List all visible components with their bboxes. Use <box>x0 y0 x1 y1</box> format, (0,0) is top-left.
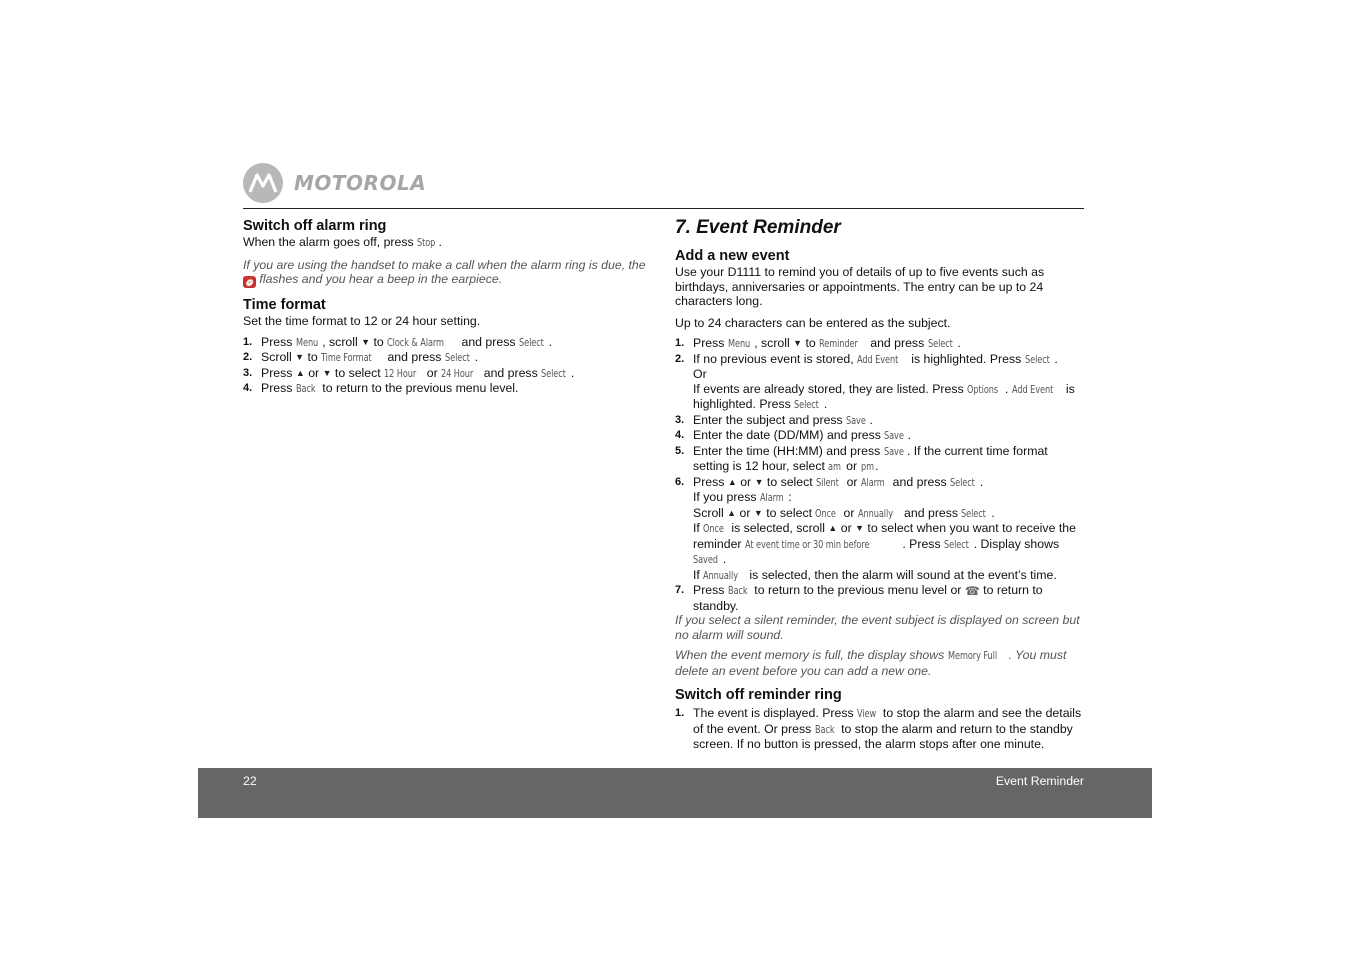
end-call-icon: ☎ <box>964 584 980 598</box>
scroll-down-icon: ▼ <box>793 338 803 348</box>
reminder-off-heading: Switch off reminder ring <box>675 687 842 703</box>
list-item: 2. Scroll ▼ to Time Format and press Select . <box>243 350 478 364</box>
add-event-heading: Add a new event <box>675 248 790 264</box>
page-title: 7. Event Reminder <box>675 217 841 238</box>
header-divider <box>243 208 1084 209</box>
list-item: 4. Press Back to return to the previous menu level. <box>243 381 519 395</box>
add-event-intro: Use your D1111 to remind you of details of up to five events such as birthdays, anniversaries or appointments. The entry can be up to 24 characters long. <box>675 265 1045 308</box>
scroll-up-icon: ▲ <box>727 476 737 487</box>
scroll-up-icon: ▲ <box>295 367 305 378</box>
brand-name: MOTOROLA <box>294 171 427 195</box>
scroll-down-icon: ▼ <box>754 476 764 487</box>
alarm-off-note: If you are using the handset to make a call when the alarm ring is due, the ⏰ flashes and you hear a beep in the earpiece. <box>243 257 646 287</box>
motorola-batwing-icon <box>243 163 283 203</box>
page-number: 22 <box>243 774 257 788</box>
scroll-up-icon: ▲ <box>727 507 737 518</box>
list-item: 7. Press Back to return to the previous menu level or ☎ to return to standby. <box>675 583 1043 613</box>
scroll-up-icon: ▲ <box>828 523 838 533</box>
memory-full-note: When the event memory is full, the display shows Memory Full . You must delete an event before you can add a new one. <box>675 648 1067 678</box>
list-item: 2. If no previous event is stored, Add Event is highlighted. Press Select . Or If events are already stored, they are listed. Press Options . Add Event is highlighted. Press Select . <box>675 351 1075 411</box>
scroll-down-icon: ▼ <box>322 367 332 378</box>
list-item: 3. Enter the subject and press Save . <box>675 412 873 427</box>
add-event-steps <box>675 336 1087 613</box>
scroll-down-icon: ▼ <box>855 523 865 533</box>
page-footer <box>198 768 1152 818</box>
left-column <box>243 218 655 397</box>
scroll-down-icon: ▼ <box>295 352 305 362</box>
scroll-down-icon: ▼ <box>361 336 371 347</box>
reminder-off-steps <box>675 706 1087 752</box>
key-stop: Stop <box>417 237 436 249</box>
time-format-intro: Set the time format to 12 or 24 hour setting. <box>243 314 481 328</box>
footer-section-title: Event Reminder <box>995 774 1084 788</box>
time-format-heading: Time format <box>243 297 326 313</box>
list-item: 1. Press Menu , scroll ▼ to Clock & Alarm and press Select . <box>243 334 553 349</box>
alarm-off-heading: Switch off alarm ring <box>243 218 387 234</box>
list-item: 4. Enter the date (DD/MM) and press Save . <box>675 428 912 442</box>
alarm-off-text: When the alarm goes off, press Stop . <box>243 235 442 249</box>
silent-reminder-note: If you select a silent reminder, the event subject is displayed on screen but no alarm will sound. <box>675 613 1080 642</box>
motorola-logo <box>243 163 426 203</box>
add-event-subject-note: Up to 24 characters can be entered as the subject. <box>675 315 951 330</box>
alarm-clock-icon: ⏰ <box>243 277 256 287</box>
list-item: 3. Press ▲ or ▼ to select 12 Hour or 24 Hour and press Select . <box>243 365 575 380</box>
list-item: 6. Press ▲ or ▼ to select Silent or Alarm and press Select . If you press Alarm : Scroll ▲ or ▼ to select Once or Annually and press Select . If Once is selected, scroll ▲ or ▼ to select when you want to receive the reminder At event time or 30 min before . Press Select . Display shows Saved . If Annually is selected, then the alarm will sound at the event’s time. <box>675 474 1076 582</box>
list-item: 1. The event is displayed. Press View to stop the alarm and see the details of the event. Or press Back to stop the alarm and return to the standby screen. If no button is pressed, the alarm stops after one minute. <box>675 706 1082 751</box>
list-item: 1. Press Menu , scroll ▼ to Reminder and press Select . <box>675 336 961 350</box>
time-format-steps <box>243 335 655 397</box>
right-column <box>675 216 1087 752</box>
list-item: 5. Enter the time (HH:MM) and press Save . If the current time format setting is 12 hour, select am or pm . <box>675 443 1048 473</box>
scroll-down-icon: ▼ <box>753 507 763 518</box>
